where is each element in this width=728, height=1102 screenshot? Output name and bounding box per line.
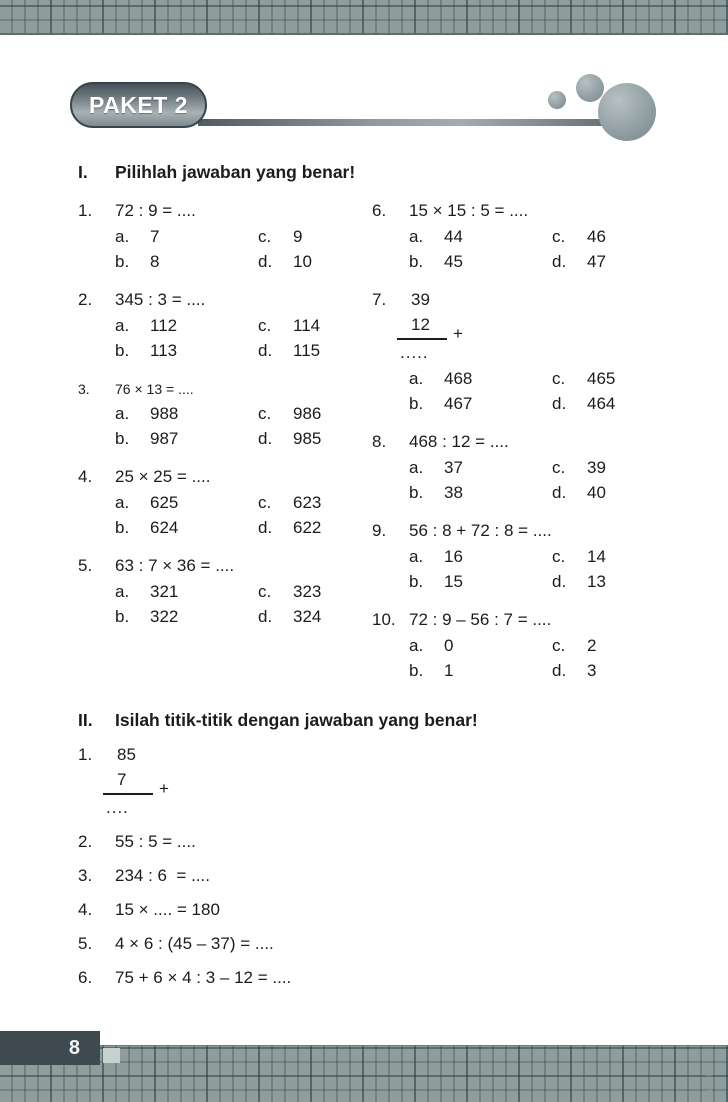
bottom-strip-light-tile [103,1048,120,1063]
option-value-d: 622 [293,518,322,537]
item-text: 234 : 6 = .... [115,866,210,885]
question-number: 9. [372,521,387,540]
stack-result-dots: .... [106,798,129,817]
option-label-b: b. [409,483,424,502]
option-value-b: 15 [444,572,463,591]
question-number: 7. [372,290,387,309]
page-number-badge [0,1031,100,1065]
option-value-d: 464 [587,394,616,413]
option-label-a: a. [115,404,130,423]
option-label-a: a. [409,636,424,655]
option-label-a: a. [409,369,424,388]
question-8 [372,429,682,505]
option-label-c: c. [552,636,566,655]
option-value-b: 1 [444,661,454,680]
answer-options [115,490,364,540]
vertical-addition [397,287,463,365]
answer-options [115,224,364,274]
answer-options [409,224,682,274]
option-label-c: c. [258,493,272,512]
option-value-a: 321 [150,582,179,601]
option-value-d: 40 [587,483,606,502]
question-10 [372,607,682,683]
option-value-c: 114 [293,316,321,335]
question-text: 345 : 3 = .... [115,290,206,309]
option-label-c: c. [258,582,272,601]
answer-options [115,579,364,629]
vertical-addition [103,742,169,820]
option-value-d: 10 [293,252,312,271]
option-label-a: a. [409,227,424,246]
option-label-b: b. [409,252,424,271]
question-5 [78,553,364,629]
questions-column-right [372,198,682,696]
option-value-b: 987 [150,429,179,448]
question-3 [78,376,364,451]
fill-in-item-3 [78,863,658,888]
option-label-d: d. [258,607,273,626]
option-label-b: b. [409,661,424,680]
option-value-c: 623 [293,493,322,512]
option-value-c: 465 [587,369,616,388]
option-label-a: a. [409,458,424,477]
paket-badge-label: PAKET 2 [89,91,188,118]
option-label-a: a. [115,493,130,512]
option-value-b: 322 [150,607,179,626]
side-watermark-text: 841100 SC [704,1046,714,1100]
option-label-b: b. [115,518,130,537]
option-value-c: 986 [293,404,322,423]
header-rule-line [198,119,634,126]
option-label-d: d. [552,394,567,413]
section2-heading [78,708,478,732]
question-text: 25 × 25 = .... [115,467,211,486]
question-text: 76 × 13 = .... [115,381,194,397]
paket-badge [70,82,207,128]
plus-operator: + [453,324,463,343]
option-label-b: b. [115,429,130,448]
option-label-c: c. [552,547,566,566]
item-number: 6. [78,968,93,987]
question-6 [372,198,682,274]
option-label-d: d. [258,429,273,448]
question-number: 1. [78,201,93,220]
question-number: 2. [78,290,93,309]
option-value-b: 45 [444,252,463,271]
option-label-b: b. [115,252,130,271]
fill-in-item-6 [78,965,658,990]
question-number: 6. [372,201,387,220]
option-value-a: 16 [444,547,463,566]
question-text: 72 : 9 = .... [115,201,196,220]
answer-options [409,455,682,505]
option-label-c: c. [552,227,566,246]
question-1 [78,198,364,274]
item-text: 4 × 6 : (45 – 37) = .... [115,934,274,953]
option-value-b: 113 [150,341,178,360]
option-label-a: a. [409,547,424,566]
option-value-b: 467 [444,394,473,413]
question-9 [372,518,682,594]
fill-in-item-5 [78,931,658,956]
option-value-b: 624 [150,518,179,537]
question-text: 72 : 9 – 56 : 7 = .... [409,610,552,629]
question-number: 3. [78,381,90,397]
option-value-a: 7 [150,227,160,246]
option-label-c: c. [258,404,272,423]
option-label-d: d. [552,252,567,271]
option-label-c: c. [258,316,272,335]
answer-options [409,544,682,594]
section2-title: Isilah titik-titik dengan jawaban yang benar! [115,710,478,730]
item-number: 3. [78,866,93,885]
questions-column-left [78,198,364,642]
answer-options [409,633,682,683]
option-label-b: b. [409,572,424,591]
section2-items [78,742,658,999]
option-value-d: 115 [293,341,321,360]
question-7 [372,287,682,416]
answer-options [115,313,364,363]
option-label-d: d. [552,661,567,680]
option-value-c: 9 [293,227,303,246]
option-label-d: d. [258,252,273,271]
stack-result-dots: ..... [400,343,429,362]
section1-title: Pilihlah jawaban yang benar! [115,162,356,182]
item-text: 75 + 6 × 4 : 3 – 12 = .... [115,968,292,987]
option-value-d: 47 [587,252,606,271]
question-4 [78,464,364,540]
fill-in-item-1 [78,742,658,820]
option-label-d: d. [258,341,273,360]
option-value-a: 468 [444,369,473,388]
page-number: 8 [68,1036,80,1059]
option-value-c: 323 [293,582,322,601]
stack-top-number: 39 [411,290,430,309]
option-label-c: c. [552,369,566,388]
deco-circle-large [598,83,656,141]
option-value-b: 38 [444,483,463,502]
deco-circle-small [548,91,566,109]
deco-circle-medium [576,74,604,102]
question-number: 10. [372,610,396,629]
section2-numeral: II. [78,710,93,730]
question-text: 56 : 8 + 72 : 8 = .... [409,521,552,540]
item-number: 2. [78,832,93,851]
option-value-d: 985 [293,429,322,448]
question-2 [78,287,364,363]
option-label-c: c. [258,227,272,246]
answer-options [409,366,682,416]
option-label-a: a. [115,582,130,601]
option-label-b: b. [115,607,130,626]
stack-top-number: 85 [117,745,136,764]
option-label-d: d. [552,572,567,591]
fill-in-item-4 [78,897,658,922]
option-label-b: b. [409,394,424,413]
section1-heading [78,160,355,184]
question-number: 8. [372,432,387,451]
option-value-a: 37 [444,458,463,477]
option-value-d: 3 [587,661,597,680]
item-text: 15 × .... = 180 [115,900,220,919]
section1-numeral: I. [78,162,88,182]
option-value-d: 13 [587,572,606,591]
top-grid-strip [0,0,728,35]
option-value-a: 44 [444,227,463,246]
fill-in-item-2 [78,829,658,854]
stack-bottom-number: 12 [397,312,447,340]
option-value-b: 8 [150,252,160,271]
option-value-c: 2 [587,636,597,655]
option-label-a: a. [115,227,130,246]
option-value-c: 14 [587,547,606,566]
option-label-a: a. [115,316,130,335]
item-number: 1. [78,745,93,764]
question-text: 468 : 12 = .... [409,432,509,451]
option-value-a: 112 [150,316,178,335]
option-value-c: 46 [587,227,606,246]
option-label-d: d. [258,518,273,537]
question-text: 63 : 7 × 36 = .... [115,556,235,575]
option-value-c: 39 [587,458,606,477]
option-value-a: 625 [150,493,179,512]
option-value-d: 324 [293,607,322,626]
question-number: 4. [78,467,93,486]
option-value-a: 0 [444,636,454,655]
plus-operator: + [159,779,169,798]
item-number: 5. [78,934,93,953]
question-text: 15 × 15 : 5 = .... [409,201,529,220]
option-label-b: b. [115,341,130,360]
option-label-c: c. [552,458,566,477]
option-label-d: d. [552,483,567,502]
stack-bottom-number: 7 [103,767,153,795]
option-value-a: 988 [150,404,179,423]
item-number: 4. [78,900,93,919]
answer-options [115,401,364,451]
question-number: 5. [78,556,93,575]
item-text: 55 : 5 = .... [115,832,196,851]
